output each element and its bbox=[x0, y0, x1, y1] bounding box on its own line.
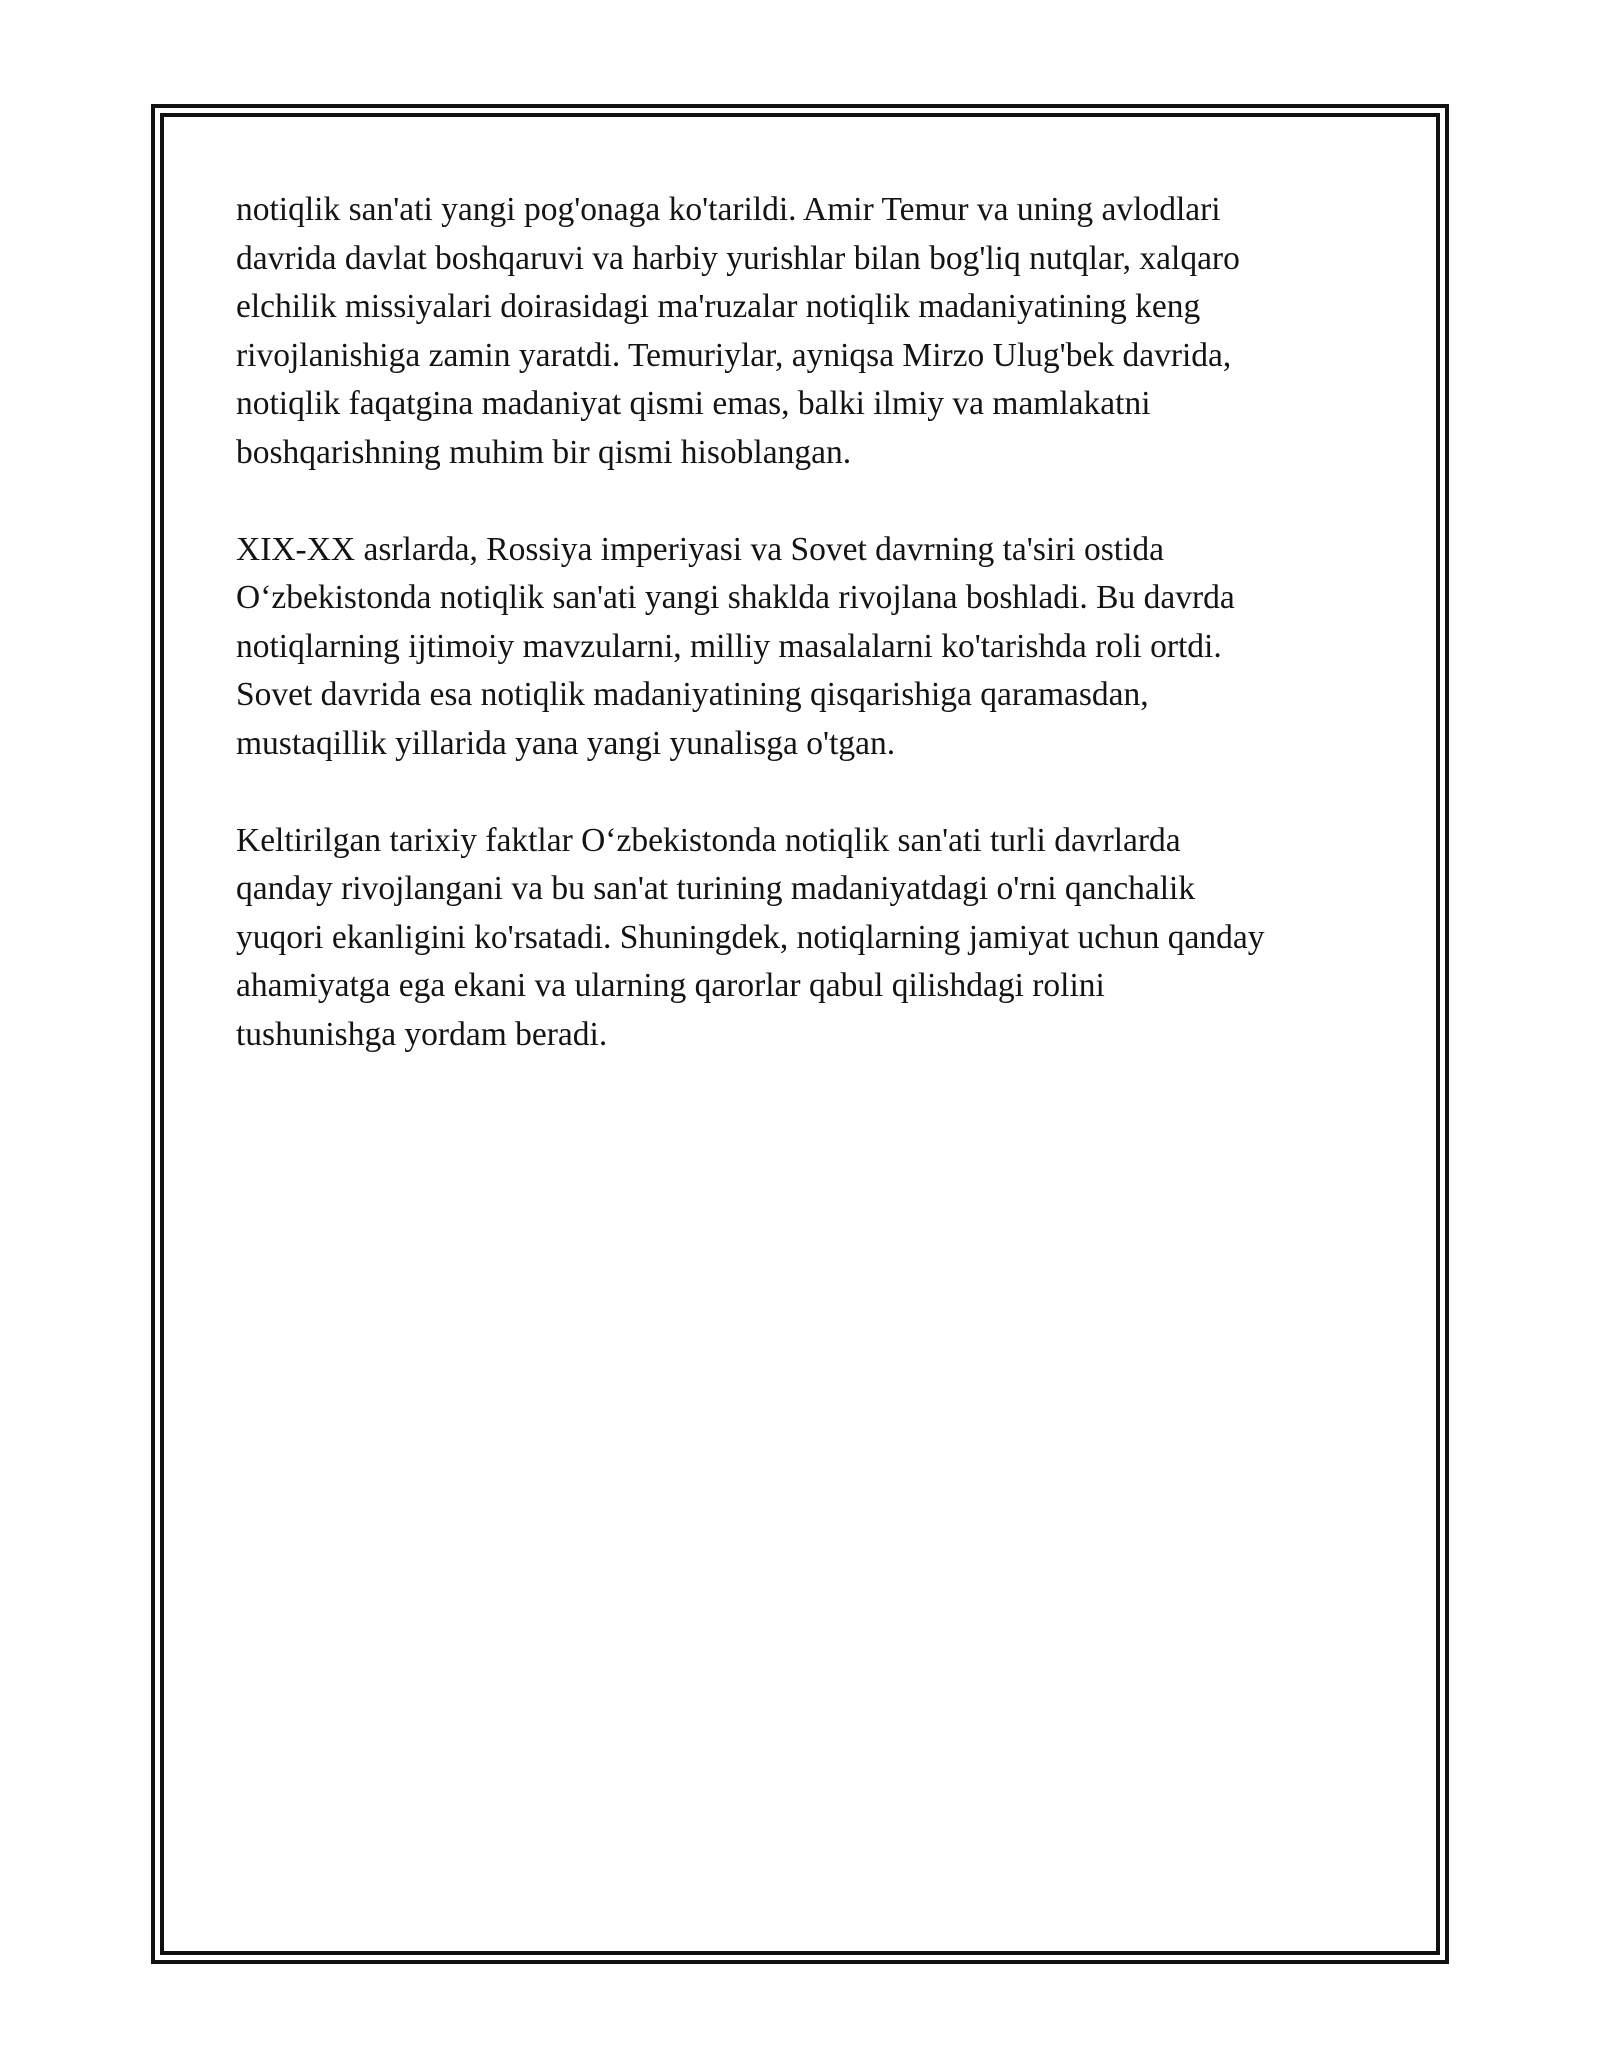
document-body bbox=[236, 186, 1376, 1108]
paragraph-timurid-era: notiqlik san'ati yangi pog'onaga ko'tarildi. Amir Temur va uning avlodlari davrida davlat boshqaruvi va harbiy yurishlar bilan bog'liq nutqlar, xalqaro elchilik missiyalari doirasidagi ma'ruzalar notiqlik madaniyatining keng rivojlanishiga zamin yaratdi. Temuriylar, ayniqsa Mirzo Ulug'bek davrida, notiqlik faqatgina madaniyat qismi emas, balki ilmiy va mamlakatni boshqarishning muhim bir qismi hisoblangan. bbox=[236, 191, 1240, 471]
paragraph-conclusion: Keltirilgan tarixiy faktlar O‘zbekistonda notiqlik san'ati turli davrlarda qanday rivojlangani va bu san'at turining madaniyatdagi o'rni qanchalik yuqori ekanligini ko'rsatadi. Shuningdek, notiqlarning jamiyat uchun qanday ahamiyatga ega ekani va ularning qarorlar qabul qilishdagi rolini tushunishga yordam beradi. bbox=[236, 821, 1265, 1053]
paragraph-19-20-century: XIX-XX asrlarda, Rossiya imperiyasi va Sovet davrning ta'siri ostida O‘zbekistonda notiqlik san'ati yangi shaklda rivojlana boshladi. Bu davrda notiqlarning ijtimoiy mavzularni, milliy masalalarni ko'tarishda roli ortdi. Sovet davrida esa notiqlik madaniyatining qisqarishiga qaramasdan, mustaqillik yillarida yana yangi yunalisga o'tgan. bbox=[236, 530, 1235, 762]
